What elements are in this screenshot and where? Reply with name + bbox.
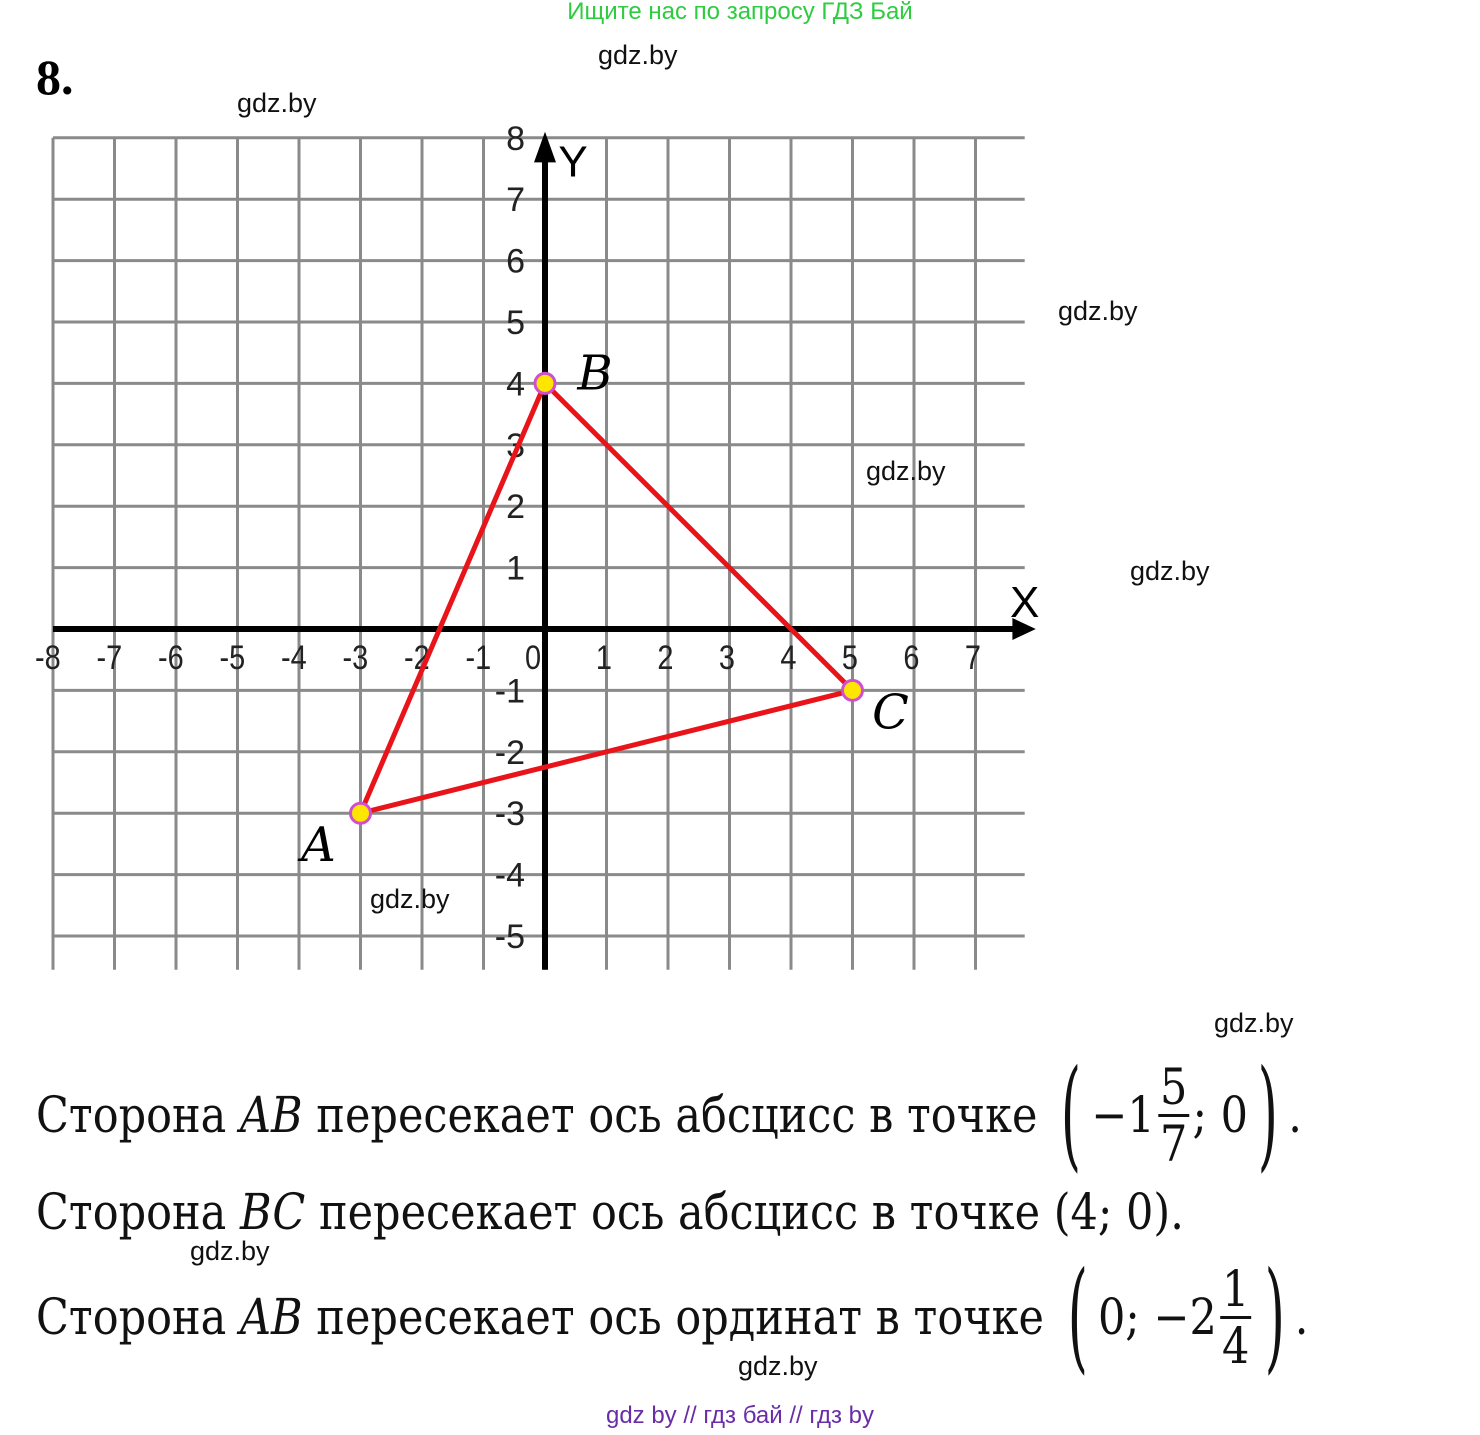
side-label: BC: [239, 1183, 306, 1241]
fraction: [1158, 1057, 1189, 1173]
answer-line-1: [36, 1045, 1302, 1184]
y-tick-label: -1: [494, 672, 525, 711]
watermark: gdz.by: [237, 88, 317, 118]
task-number: 8.: [36, 49, 74, 105]
answer-text: пересекает ось ординат в точке: [316, 1288, 1045, 1346]
point-label-a: A: [301, 817, 336, 874]
x-tick-label: -4: [281, 637, 307, 677]
x-tick-label: -3: [342, 637, 369, 677]
x-tick-label: -5: [219, 637, 246, 677]
x-tick-label: 7: [964, 637, 981, 677]
y-tick-label: 5: [506, 304, 525, 342]
watermark: gdz.by: [190, 1236, 270, 1266]
y-tick-label: -4: [494, 856, 525, 895]
watermark: gdz.by: [1130, 556, 1210, 586]
x-tick-label: 6: [903, 637, 920, 677]
answer-coords: 0; −2: [1097, 1288, 1217, 1346]
answer-prefix: Сторона: [36, 1183, 227, 1241]
paren-close: ): [1258, 1045, 1279, 1184]
paren-open: (: [1067, 1247, 1088, 1386]
answer-text: пересекает ось абсцисс в точке: [318, 1183, 1041, 1241]
period: .: [1294, 1288, 1309, 1346]
numerator: 1: [1222, 1259, 1250, 1318]
y-tick-label: 6: [506, 242, 525, 281]
period: .: [1288, 1086, 1302, 1144]
paren-close: ): [1264, 1247, 1285, 1386]
x-tick-label: 2: [657, 637, 674, 677]
y-tick-label: 8: [506, 119, 525, 158]
x-tick-label: -6: [158, 637, 184, 677]
y-axis-label: Y: [558, 137, 588, 187]
point-label-c: C: [872, 684, 909, 741]
x-tick-label: -2: [404, 637, 430, 677]
watermark: gdz.by: [1214, 1008, 1294, 1038]
answer-prefix: Сторона: [36, 1288, 227, 1346]
watermark: gdz.by: [598, 40, 678, 70]
x-tick-label: 3: [718, 637, 735, 677]
fraction: [1220, 1259, 1251, 1375]
answer-line-2: [36, 1180, 1184, 1244]
watermark: gdz.by: [738, 1351, 818, 1381]
y-tick-label: -3: [494, 795, 525, 834]
numerator: 5: [1159, 1057, 1188, 1116]
triangle: [297, 345, 909, 873]
denominator: 7: [1159, 1114, 1188, 1173]
point-c: [843, 680, 863, 700]
point-label-b: B: [577, 345, 613, 402]
side-label: AB: [239, 1086, 303, 1144]
x-tick-label: -8: [35, 637, 61, 677]
y-tick-label: 3: [506, 426, 525, 465]
x-axis-label: X: [1010, 578, 1040, 627]
paren-open: (: [1061, 1045, 1082, 1184]
y-tick-label: 2: [506, 488, 525, 527]
watermark: gdz.by: [1058, 296, 1138, 326]
side-label: AB: [239, 1288, 303, 1346]
y-tick-label: 7: [506, 181, 525, 220]
answer-rest: ; 0: [1192, 1086, 1248, 1144]
watermark: gdz.by: [370, 884, 450, 914]
answer-point: (4; 0).: [1053, 1183, 1184, 1241]
whole-part: −1: [1091, 1086, 1155, 1144]
x-tick-label: 0: [525, 637, 542, 677]
y-tick-label: -5: [494, 918, 525, 956]
x-tick-label: 4: [780, 637, 797, 677]
footer-links: gdz by // гдз бай // гдз by: [605, 1402, 875, 1429]
x-tick-label: 1: [595, 637, 612, 677]
y-tick-label: 4: [506, 365, 525, 404]
x-tick-label: 5: [841, 637, 858, 677]
denominator: 4: [1222, 1316, 1250, 1375]
y-tick-label: -2: [494, 733, 525, 772]
answer-prefix: Сторона: [36, 1086, 227, 1144]
point-b: [535, 373, 555, 393]
y-tick-label: 1: [506, 549, 525, 588]
x-tick-label: -1: [465, 637, 492, 677]
answer-text: пересекает ось абсцисс в точке: [316, 1086, 1038, 1144]
watermark: gdz.by: [866, 456, 946, 486]
search-banner: Ищите нас по запросу ГДЗ Бай: [567, 0, 913, 25]
grid: [53, 138, 1025, 970]
axes: [53, 132, 1039, 970]
x-tick-label: -7: [96, 637, 123, 677]
point-a: [351, 803, 371, 823]
